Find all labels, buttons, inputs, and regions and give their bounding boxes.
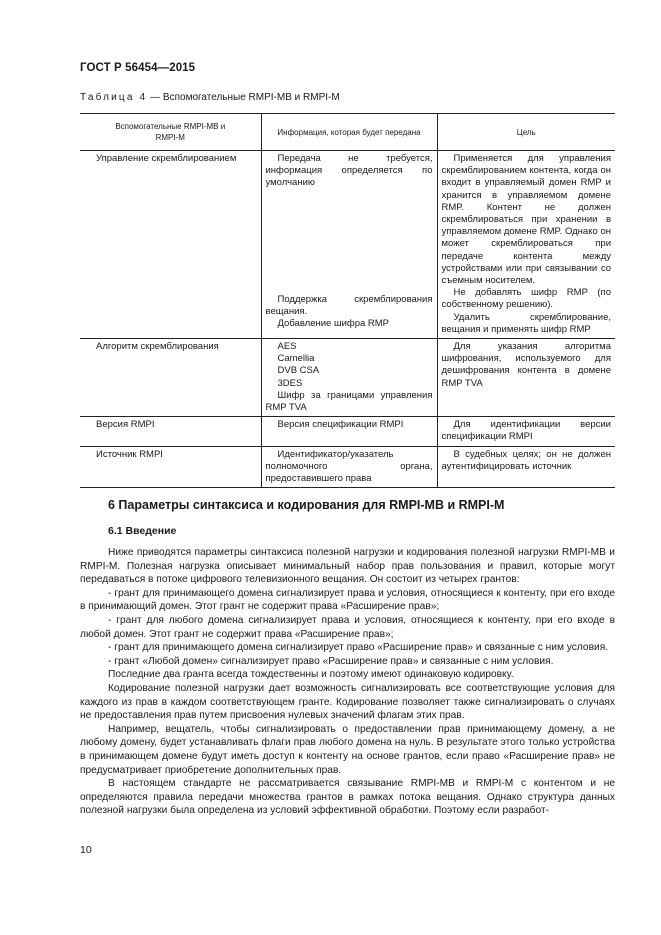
info-line: 3DES <box>277 377 303 389</box>
paragraph: - грант для принимающего домена сигнализирует права и условия, относящиеся к контенту, при его входе в принимающий домен. Этот грант не содержит права «Расширение прав»; <box>80 587 615 613</box>
row-name-cell <box>80 417 261 446</box>
subsection-title: 6.1 Введение <box>108 525 177 537</box>
section-title: 6 Параметры синтаксиса и кодирования для RMPI-MB и RMPI-M <box>108 498 505 512</box>
body-text <box>80 546 615 818</box>
table-header-row <box>80 114 615 151</box>
paragraph: Последние два гранта всегда тождественны и поэтому имеют одинаковую кодировку. <box>108 669 514 681</box>
row-name: Управление скремблированием <box>96 153 237 164</box>
column-header-purpose-text: Цель <box>516 127 536 137</box>
purpose-line: Удалить скремблирование, вещания и применять шифр RMP <box>441 311 611 335</box>
table-row <box>80 446 615 488</box>
paragraph: - грант «Любой домен» сигнализирует право «Расширение прав» и связанные с ним условия. <box>108 655 554 667</box>
table-row <box>80 339 615 417</box>
info-line: DVB CSA <box>277 365 320 377</box>
info-line: Поддержка скремблирования вещания. <box>265 293 433 317</box>
row-info-cell <box>261 151 437 339</box>
table-row <box>80 151 615 339</box>
row-info-cell <box>261 446 437 488</box>
table-caption <box>80 92 340 103</box>
purpose-line: Не добавлять шифр RMP (по собственному решению). <box>441 287 611 311</box>
purpose-line: Для идентификации версии спецификации RMPI <box>441 419 611 443</box>
row-purpose-cell <box>437 417 615 446</box>
paragraph: - грант для принимающего домена сигнализирует право «Расширение прав» и связанные с ним условия. <box>108 642 609 654</box>
row-purpose-cell <box>437 446 615 488</box>
row-info-cell <box>261 339 437 417</box>
info-line: Идентификатор/указатель полномочного органа, предоставившего права <box>265 448 433 485</box>
paragraph: - грант для любого домена сигнализирует права и условия, относящиеся к контенту, при его входе в любой домен. Этот грант не содержит права «Расширение прав»; <box>80 614 615 640</box>
row-name-cell <box>80 339 261 417</box>
paragraph: Кодирование полезной нагрузки дает возможность сигнализировать все соответствующие условия для каждого из прав в каждом соответствующем гранте. Кодирование позволяет также сигнализировать о случаях не предоставления прав путем присвоения нулевых значений флагам этих прав. <box>80 682 615 722</box>
paragraph: Например, вещатель, чтобы сигнализировать о предоставлении прав принимающему домену, а не любому домену, будет устанавливать флаги прав любого домена на нуль. В результате этого только устройства в принимающем домене будут иметь доступ к контенту на основе грантов, если право «Расширение прав» не предусматривает приобретение дополнительных прав. <box>80 723 615 776</box>
purpose-line: В судебных целях; он не должен аутентифицировать источник <box>441 448 611 472</box>
column-header-name <box>80 114 261 151</box>
table-caption-label: Таблица 4 <box>80 92 148 103</box>
row-purpose-cell <box>437 339 615 417</box>
page-number: 10 <box>80 844 92 856</box>
row-name: Источник RMPI <box>96 448 163 460</box>
row-name-cell <box>80 151 261 339</box>
purpose-line: Для указания алгоритма шифрования, используемого для дешифрования контента в домене RMP TVA <box>441 341 611 389</box>
column-header-name-text: Вспомогательные RMPI-MB и RMPI-M <box>115 122 226 142</box>
row-purpose-cell <box>437 151 615 339</box>
table-caption-title: — Вспомогательные RMPI-MB и RMPI-M <box>147 92 340 103</box>
row-name: Версия RMPI <box>96 419 155 431</box>
paragraph: Ниже приводятся параметры синтаксиса полезной нагрузки и кодирования полезной нагрузки RMPI-MB и RMPI-M. Полезная нагрузка описывает минимальный набор прав пользования и правил, которые могут передаваться в потоке цифрового телевизионного вещания. Он состоит из четырех грантов: <box>80 547 615 586</box>
cell-spacer <box>266 190 433 294</box>
column-header-info-text: Информация, которая будет передана <box>277 127 421 137</box>
row-info-cell <box>261 417 437 446</box>
info-line: Передача не требуется, информация определяется по умолчанию <box>265 153 433 189</box>
row-name-cell <box>80 446 261 488</box>
info-line: Версия спецификации RMPI <box>277 419 404 431</box>
row-name: Алгоритм скремблирования <box>96 341 219 353</box>
info-line: Camellia <box>277 353 315 365</box>
paragraph: В настоящем стандарте не рассматривается связывание RMPI-MB и RMPI-M с контентом и не определяются правила передачи множества грантов в рамках потока вещания. Однако структура данных полезной нагрузки была определена из условий эффективной обработки. Поэтому если разработ- <box>80 778 615 817</box>
table-row <box>80 417 615 446</box>
rmpi-table <box>80 113 615 488</box>
info-line: Добавление шифра RMP <box>277 318 390 330</box>
column-header-purpose <box>437 114 615 151</box>
column-header-info <box>261 114 437 151</box>
purpose-line: Применяется для управления скремблированием контента, когда он входит в управляемый домен RMP и хранится в управляемом домене RMP. Контент не должен скремблироваться при хранении в управляемом домене RMP. Однако он может скремблироваться при передаче контента между устройствами или при связывании со съемным носителем. <box>441 153 611 287</box>
info-line: Шифр за границами управления RMP TVA <box>265 389 433 414</box>
document-code: ГОСТ Р 56454—2015 <box>80 62 196 74</box>
info-line: AES <box>277 341 297 353</box>
